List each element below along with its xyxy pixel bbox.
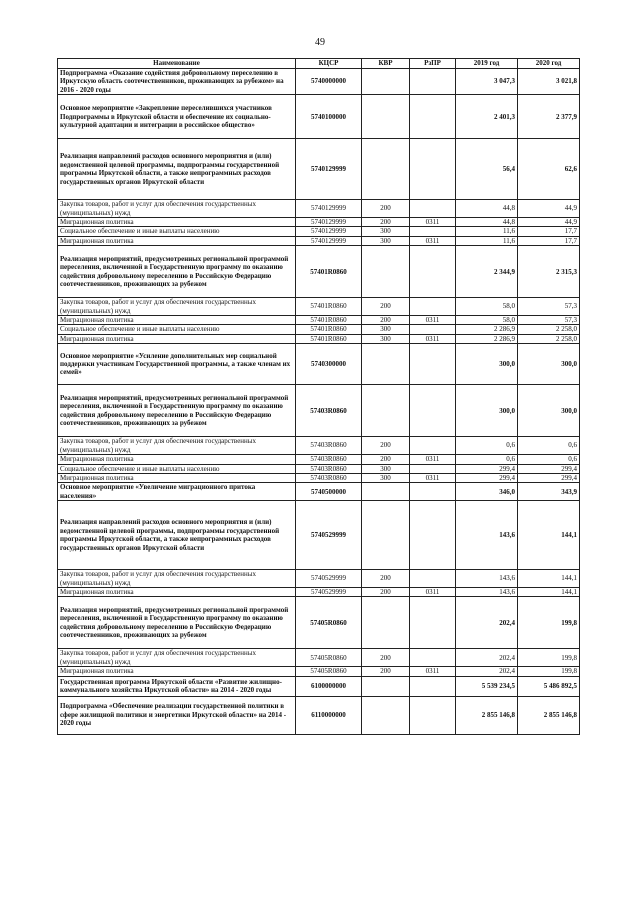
cell-2020: 199,8 [518,649,580,667]
table-row [58,483,580,501]
cell-name: Миграционная политика [58,473,296,482]
table-row [58,227,580,236]
cell-2020: 0,6 [518,455,580,464]
cell-2019: 299,4 [456,464,518,473]
cell-2019: 346,0 [456,483,518,501]
cell-2020: 17,7 [518,227,580,236]
cell-name: Подпрограмма «Оказание содействия добровольному переселению в Иркутскую область соотечественников, проживающих за рубежом» на 2016 - 2020 годы [58,69,296,95]
table-row [58,95,580,139]
cell-kvr [362,483,410,501]
cell-kvr [362,676,410,696]
cell-rzpr [410,464,456,473]
cell-kvr: 300 [362,236,410,245]
cell-2019: 300,0 [456,385,518,437]
cell-2019: 300,0 [456,344,518,385]
cell-2020: 5 486 892,5 [518,676,580,696]
table-row [58,139,580,200]
cell-kcsr: 57405R0860 [296,667,362,676]
table-row [58,200,580,218]
cell-name: Основное мероприятие «Закрепление переселившихся участников Подпрограммы в Иркутской области и обеспечение их социально-культурной адаптации и интеграции в российское общество» [58,95,296,139]
cell-name: Закупка товаров, работ и услуг для обеспечения государственных (муниципальных) нужд [58,298,296,316]
cell-name: Закупка товаров, работ и услуг для обеспечения государственных (муниципальных) нужд [58,649,296,667]
cell-kcsr: 57401R0860 [296,246,362,298]
cell-kvr: 200 [362,649,410,667]
column-header-kvr: КВР [362,59,410,69]
cell-kcsr: 57405R0860 [296,649,362,667]
cell-kvr: 200 [362,316,410,325]
cell-kcsr: 5740129999 [296,218,362,227]
cell-name: Реализация направлений расходов основного мероприятия и (или) ведомственной целевой программы, подпрограммы государственной программы Иркутской области, а также непрограммных расходов государственных органов Иркутской области [58,501,296,570]
cell-kvr [362,696,410,734]
cell-kcsr: 5740129999 [296,227,362,236]
table-row [58,325,580,334]
cell-2020: 299,4 [518,473,580,482]
cell-kcsr: 6110000000 [296,696,362,734]
table-row [58,473,580,482]
cell-rzpr [410,298,456,316]
table-row [58,236,580,245]
cell-2020: 299,4 [518,464,580,473]
column-header-kcsr: КЦСР [296,59,362,69]
cell-rzpr [410,570,456,588]
table-row [58,316,580,325]
cell-kvr: 300 [362,464,410,473]
cell-kvr: 200 [362,587,410,596]
table-row [58,649,580,667]
table-row [58,587,580,596]
cell-kcsr: 5740529999 [296,570,362,588]
cell-name: Основное мероприятие «Усиление дополнительных мер социальной поддержки участникам Государственной программы, а также членам их семей» [58,344,296,385]
cell-name: Миграционная политика [58,218,296,227]
cell-name: Государственная программа Иркутской области «Развитие жилищно-коммунального хозяйства Иркутской области» на 2014 - 2020 годы [58,676,296,696]
table-row [58,501,580,570]
cell-2019: 2 855 146,8 [456,696,518,734]
cell-2019: 44,8 [456,218,518,227]
cell-kvr: 200 [362,667,410,676]
cell-name: Закупка товаров, работ и услуг для обеспечения государственных (муниципальных) нужд [58,437,296,455]
cell-2020: 0,6 [518,437,580,455]
table-row [58,570,580,588]
table-row [58,246,580,298]
cell-2020: 2 377,9 [518,95,580,139]
cell-kcsr: 57401R0860 [296,298,362,316]
cell-name: Реализация направлений расходов основного мероприятия и (или) ведомственной целевой программы, подпрограммы государственной программы Иркутской области, а также непрограммных расходов государственных органов Иркутской области [58,139,296,200]
cell-rzpr [410,676,456,696]
cell-kcsr: 57403R0860 [296,455,362,464]
table-header-row [58,59,580,69]
cell-rzpr [410,483,456,501]
cell-kvr [362,139,410,200]
cell-kvr: 300 [362,325,410,334]
table-row [58,696,580,734]
cell-name: Миграционная политика [58,587,296,596]
cell-rzpr [410,200,456,218]
cell-2020: 2 315,3 [518,246,580,298]
page-number: 49 [315,37,325,48]
cell-name: Миграционная политика [58,455,296,464]
cell-kvr: 200 [362,455,410,464]
cell-kcsr: 57405R0860 [296,597,362,649]
cell-2020: 57,3 [518,316,580,325]
cell-2019: 202,4 [456,597,518,649]
cell-name: Миграционная политика [58,316,296,325]
cell-kvr: 200 [362,298,410,316]
cell-2019: 2 286,9 [456,334,518,343]
cell-2020: 3 021,8 [518,69,580,95]
cell-kcsr: 57401R0860 [296,325,362,334]
cell-kcsr: 5740529999 [296,501,362,570]
cell-kcsr: 5740529999 [296,587,362,596]
cell-kvr: 300 [362,227,410,236]
cell-kvr [362,385,410,437]
cell-2020: 57,3 [518,298,580,316]
cell-name: Подпрограмма «Обеспечение реализации государственной политики в сфере жилищной политики и энергетики Иркутской области» на 2014 - 2020 годы [58,696,296,734]
cell-kcsr: 57403R0860 [296,473,362,482]
table-body [58,69,580,735]
cell-2019: 2 344,9 [456,246,518,298]
cell-kvr [362,95,410,139]
cell-kcsr: 57403R0860 [296,385,362,437]
cell-rzpr: 0311 [410,316,456,325]
cell-rzpr: 0311 [410,587,456,596]
table-row [58,69,580,95]
cell-name: Миграционная политика [58,236,296,245]
cell-rzpr [410,227,456,236]
table-row [58,667,580,676]
cell-kcsr: 5740129999 [296,200,362,218]
cell-2020: 300,0 [518,385,580,437]
cell-2020: 2 258,0 [518,325,580,334]
column-header-rzpr: РзПР [410,59,456,69]
cell-2020: 144,1 [518,587,580,596]
table-row [58,464,580,473]
cell-2019: 11,6 [456,227,518,236]
cell-2020: 199,8 [518,667,580,676]
cell-2020: 2 258,0 [518,334,580,343]
cell-rzpr: 0311 [410,667,456,676]
cell-2019: 56,4 [456,139,518,200]
cell-name: Закупка товаров, работ и услуг для обеспечения государственных (муниципальных) нужд [58,570,296,588]
cell-kvr: 200 [362,437,410,455]
cell-rzpr [410,246,456,298]
cell-rzpr [410,597,456,649]
cell-kvr [362,344,410,385]
cell-2019: 143,6 [456,501,518,570]
cell-2019: 58,0 [456,316,518,325]
cell-kvr [362,597,410,649]
cell-2019: 44,8 [456,200,518,218]
cell-kvr: 300 [362,473,410,482]
cell-2020: 300,0 [518,344,580,385]
cell-rzpr [410,325,456,334]
cell-2020: 343,9 [518,483,580,501]
cell-kcsr: 57403R0860 [296,437,362,455]
table-row [58,676,580,696]
cell-name: Социальное обеспечение и иные выплаты населению [58,464,296,473]
cell-name: Реализация мероприятий, предусмотренных региональной программой переселения, включенной в Государственную программу по оказанию содействия добровольному переселению в Российскую Федерацию соотечественников, проживающих за рубежом [58,597,296,649]
budget-table [57,58,580,735]
cell-2020: 2 855 146,8 [518,696,580,734]
cell-kvr: 200 [362,570,410,588]
cell-2020: 44,9 [518,200,580,218]
table-row [58,455,580,464]
cell-kcsr: 5740300000 [296,344,362,385]
cell-2019: 143,6 [456,587,518,596]
cell-2020: 17,7 [518,236,580,245]
table-row [58,385,580,437]
cell-2019: 2 401,3 [456,95,518,139]
cell-name: Миграционная политика [58,334,296,343]
cell-kcsr: 5740100000 [296,95,362,139]
cell-2020: 144,1 [518,501,580,570]
table-row [58,298,580,316]
cell-rzpr: 0311 [410,218,456,227]
cell-kvr: 200 [362,218,410,227]
cell-2019: 58,0 [456,298,518,316]
cell-2019: 3 047,3 [456,69,518,95]
cell-kcsr: 5740000000 [296,69,362,95]
cell-rzpr [410,649,456,667]
cell-2019: 202,4 [456,667,518,676]
cell-kcsr: 5740500000 [296,483,362,501]
cell-name: Реализация мероприятий, предусмотренных региональной программой переселения, включенной в Государственную программу по оказанию содействия добровольному переселению в Российскую Федерацию соотечественников, проживающих за рубежом [58,385,296,437]
cell-rzpr [410,501,456,570]
cell-2019: 202,4 [456,649,518,667]
cell-kvr [362,246,410,298]
table-row [58,344,580,385]
cell-kcsr: 6100000000 [296,676,362,696]
cell-rzpr: 0311 [410,236,456,245]
cell-rzpr [410,95,456,139]
cell-kcsr: 5740129999 [296,139,362,200]
cell-name: Основное мероприятие «Увеличение миграционного притока населения» [58,483,296,501]
cell-rzpr [410,344,456,385]
cell-name: Закупка товаров, работ и услуг для обеспечения государственных (муниципальных) нужд [58,200,296,218]
cell-name: Миграционная политика [58,667,296,676]
cell-2019: 299,4 [456,473,518,482]
cell-rzpr [410,696,456,734]
table-row [58,597,580,649]
cell-kcsr: 57403R0860 [296,464,362,473]
cell-name: Социальное обеспечение и иные выплаты населению [58,325,296,334]
cell-rzpr [410,385,456,437]
cell-2019: 143,6 [456,570,518,588]
cell-2019: 11,6 [456,236,518,245]
table-row [58,218,580,227]
cell-rzpr: 0311 [410,334,456,343]
cell-kvr [362,501,410,570]
cell-2020: 44,9 [518,218,580,227]
cell-kcsr: 5740129999 [296,236,362,245]
cell-kvr: 200 [362,200,410,218]
cell-2020: 144,1 [518,570,580,588]
cell-rzpr [410,69,456,95]
cell-rzpr: 0311 [410,455,456,464]
table-row [58,334,580,343]
cell-2019: 0,6 [456,455,518,464]
column-header-2020: 2020 год [518,59,580,69]
cell-name: Реализация мероприятий, предусмотренных региональной программой переселения, включенной в Государственную программу по оказанию содействия добровольному переселению в Российскую Федерацию соотечественников, проживающих за рубежом [58,246,296,298]
cell-2020: 199,8 [518,597,580,649]
cell-kvr [362,69,410,95]
cell-rzpr: 0311 [410,473,456,482]
cell-kcsr: 57401R0860 [296,316,362,325]
cell-rzpr [410,437,456,455]
cell-kcsr: 57401R0860 [296,334,362,343]
cell-2020: 62,6 [518,139,580,200]
cell-2019: 5 539 234,5 [456,676,518,696]
cell-name: Социальное обеспечение и иные выплаты населению [58,227,296,236]
column-header-name: Наименование [58,59,296,69]
column-header-2019: 2019 год [456,59,518,69]
cell-kvr: 300 [362,334,410,343]
cell-2019: 2 286,9 [456,325,518,334]
cell-2019: 0,6 [456,437,518,455]
cell-rzpr [410,139,456,200]
table-row [58,437,580,455]
